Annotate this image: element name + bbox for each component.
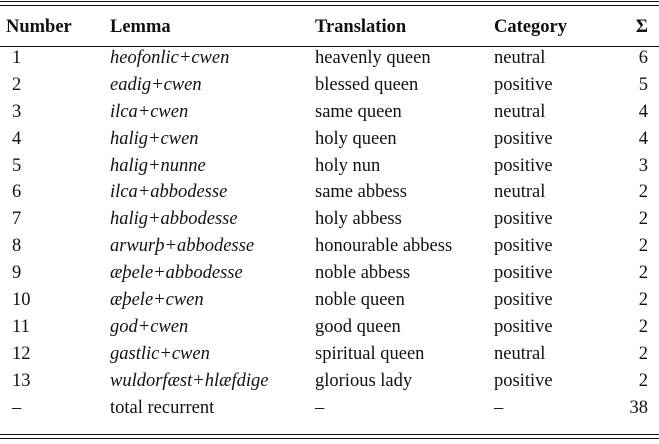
cell-number: 5 [12,155,22,176]
cell-category: positive [494,316,553,337]
cell-translation: noble queen [315,289,405,310]
cell-lemma: æþele+cwen [110,289,204,310]
total-cell-translation: – [315,397,325,418]
total-cell-number: – [12,397,22,418]
cell-sum: 6 [638,47,648,68]
table-body [0,45,659,421]
cell-translation: same abbess [315,182,407,203]
header-translation: Translation [315,17,407,37]
cell-sum: 2 [638,236,648,257]
cell-lemma: gastlic+cwen [110,343,210,364]
table-row [0,99,659,126]
table-row [0,72,659,99]
table-row [0,153,659,180]
cell-lemma: heofonlic+cwen [110,47,230,68]
cell-lemma: halig+abbodesse [110,209,238,230]
cell-number: 9 [12,263,22,284]
header-rule [0,46,659,47]
cell-category: positive [494,263,553,284]
cell-category: neutral [494,101,546,122]
top-rule-inner [0,5,659,6]
cell-lemma: halig+cwen [110,128,199,149]
top-rule-outer [0,1,659,2]
table-row [0,368,659,395]
cell-number: 7 [12,209,22,230]
cell-sum: 3 [638,155,648,176]
table-row [0,260,659,287]
cell-translation: noble abbess [315,263,411,284]
total-cell-sum: 38 [629,397,648,418]
cell-lemma: halig+nunne [110,155,206,176]
table-row [0,233,659,260]
table-row [0,126,659,153]
cell-number: 3 [12,101,22,122]
cell-translation: good queen [315,316,401,337]
cell-sum: 2 [638,289,648,310]
cell-number: 13 [12,370,31,391]
total-row [0,395,659,422]
cell-category: positive [494,128,553,149]
cell-lemma: arwurþ+abbodesse [110,236,255,257]
cell-number: 12 [12,343,31,364]
cell-translation: blessed queen [315,74,419,95]
cell-sum: 5 [638,74,648,95]
cell-category: positive [494,155,553,176]
cell-translation: holy abbess [315,209,402,230]
cell-lemma: god+cwen [110,316,189,337]
cell-category: positive [494,209,553,230]
table-row [0,314,659,341]
cell-lemma: æþele+abbodesse [110,263,243,284]
cell-sum: 2 [638,263,648,284]
header-category: Category [494,17,567,37]
cell-number: 11 [12,316,30,337]
cell-translation: holy queen [315,128,397,149]
cell-sum: 4 [638,101,648,122]
cell-lemma: ilca+cwen [110,101,189,122]
table-row [0,206,659,233]
cell-sum: 2 [638,182,648,203]
cell-category: positive [494,370,553,391]
cell-category: positive [494,236,553,257]
cell-number: 4 [12,128,22,149]
cell-translation: holy nun [315,155,381,176]
header-number: Number [6,17,72,37]
table-row [0,287,659,314]
bottom-rule-outer [0,438,659,439]
cell-category: positive [494,74,553,95]
cell-category: positive [494,289,553,310]
header-row [0,10,659,45]
total-cell-lemma: total recurrent [110,397,215,418]
cell-lemma: eadig+cwen [110,74,202,95]
cell-sum: 4 [638,128,648,149]
cell-translation: spiritual queen [315,343,425,364]
table-row [0,341,659,368]
cell-number: 1 [12,47,22,68]
cell-lemma: ilca+abbodesse [110,182,228,203]
cell-sum: 2 [638,370,648,391]
bottom-rule-inner [0,434,659,435]
cell-translation: same queen [315,101,402,122]
table-row [0,45,659,72]
cell-category: neutral [494,182,546,203]
cell-category: neutral [494,343,546,364]
cell-sum: 2 [638,343,648,364]
cell-translation: honourable abbess [315,236,453,257]
cell-number: 2 [12,74,22,95]
header-sum: Σ [635,17,648,37]
cell-lemma: wuldorfæst+hlæfdige [110,370,269,391]
cell-sum: 2 [638,316,648,337]
cell-number: 10 [12,289,31,310]
table-row [0,179,659,206]
total-cell-category: – [494,397,504,418]
cell-number: 8 [12,236,22,257]
cell-category: neutral [494,47,546,68]
cell-sum: 2 [638,209,648,230]
cell-number: 6 [12,182,22,203]
cell-translation: glorious lady [315,370,413,391]
header-lemma: Lemma [110,17,171,37]
collocation-table [0,10,659,421]
cell-translation: heavenly queen [315,47,431,68]
